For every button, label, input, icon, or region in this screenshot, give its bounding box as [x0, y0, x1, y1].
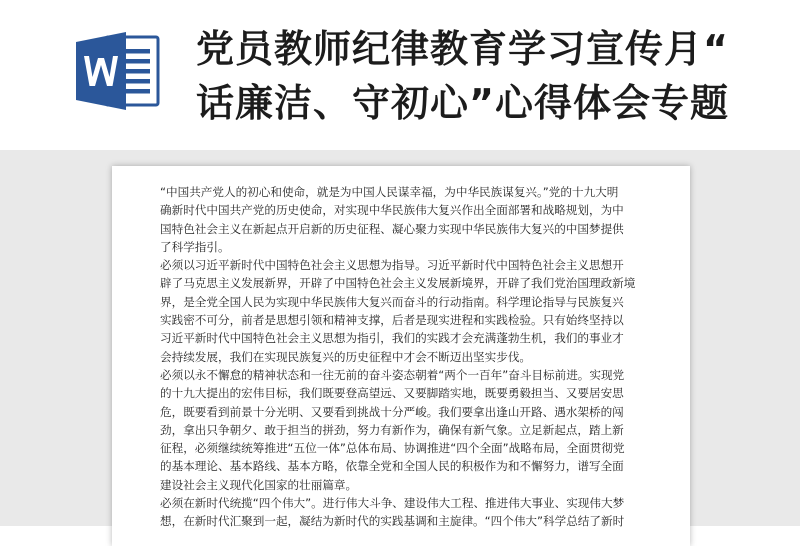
document-line: 了科学指引。	[160, 239, 230, 254]
document-line: 必须以习近平新时代中国特色社会主义思想为指导。习近平新时代中国特色社会主义思想开	[160, 258, 624, 273]
document-line: 习近平新时代中国特色社会主义思想为指引，我们的实践才会充满蓬勃生机，我们的事业才	[160, 331, 624, 346]
document-line: 建设社会主义现代化国家的壮丽篇章。	[160, 477, 358, 492]
document-line: 想，在新时代汇聚到一起，凝结为新时代的实践基调和主旋律。“四个伟大”科学总结了新时	[160, 514, 625, 529]
document-line: 的基本理论、基本路线、基本方略，依靠全党和全国人民的积极作为和不懈努力，谱写全面	[160, 459, 624, 474]
document-line: 界，是全党全国人民为实现中华民族伟大复兴而奋斗的行动指南。科学理论指导与民族复兴	[160, 294, 624, 309]
document-line: 必须在新时代统揽“四个伟大”。进行伟大斗争、建设伟大工程、推进伟大事业、实现伟大梦	[160, 496, 625, 511]
document-page[interactable]	[112, 166, 690, 546]
document-line: 确新时代中国共产党的历史使命，对实现中华民族伟大复兴作出全面部署和战略规划，为中	[160, 203, 624, 218]
word-app-icon	[76, 32, 166, 110]
document-line: 的十九大提出的宏伟目标，我们既要登高望远、又要脚踏实地，既要勇毅担当、又要居安思	[160, 386, 624, 401]
document-body	[160, 183, 645, 531]
document-line: 征程，必须继续统筹推进“五位一体”总体布局、协调推进“四个全面”战略布局，全面贯彻党	[160, 441, 625, 456]
document-line: 会持续发展，我们在实现民族复兴的历史征程中才会不断迈出坚实步伐。	[160, 349, 532, 364]
header-banner	[0, 0, 800, 150]
document-line: 实践密不可分，前者是思想引领和精神支撑，后者是现实进程和实践检验。只有始终坚持以	[160, 313, 624, 328]
document-line: 劲，拿出只争朝夕、敢于担当的拼劲，努力有新作为，确保有新气象。立足新起点，踏上新	[160, 422, 624, 437]
document-line: 辟了马克思主义发展新界，开辟了中国特色社会主义发展新境界，开辟了我们党治国理政新境	[160, 276, 636, 291]
page-title	[196, 22, 786, 130]
title-line-1: 党员教师纪律教育学习宣传月“	[196, 27, 729, 71]
document-line: 必须以永不懈怠的精神状态和一往无前的奋斗姿态朝着“两个一百年”奋斗目标前进。实现党	[160, 367, 625, 382]
document-line: “中国共产党人的初心和使命，就是为中国人民谋幸福，为中华民族谋复兴。”党的十九大明	[160, 185, 619, 199]
title-line-2: 话廉洁、守初心”心得体会专题	[196, 81, 729, 125]
document-line: 危，既要看到前景十分光明、又要看到挑战十分严峻。我们要拿出逢山开路、遇水架桥的闯	[160, 404, 624, 419]
document-line: 国特色社会主义在新起点开启新的历史征程、凝心聚力实现中华民族伟大复兴的中国梦提供	[160, 221, 624, 236]
